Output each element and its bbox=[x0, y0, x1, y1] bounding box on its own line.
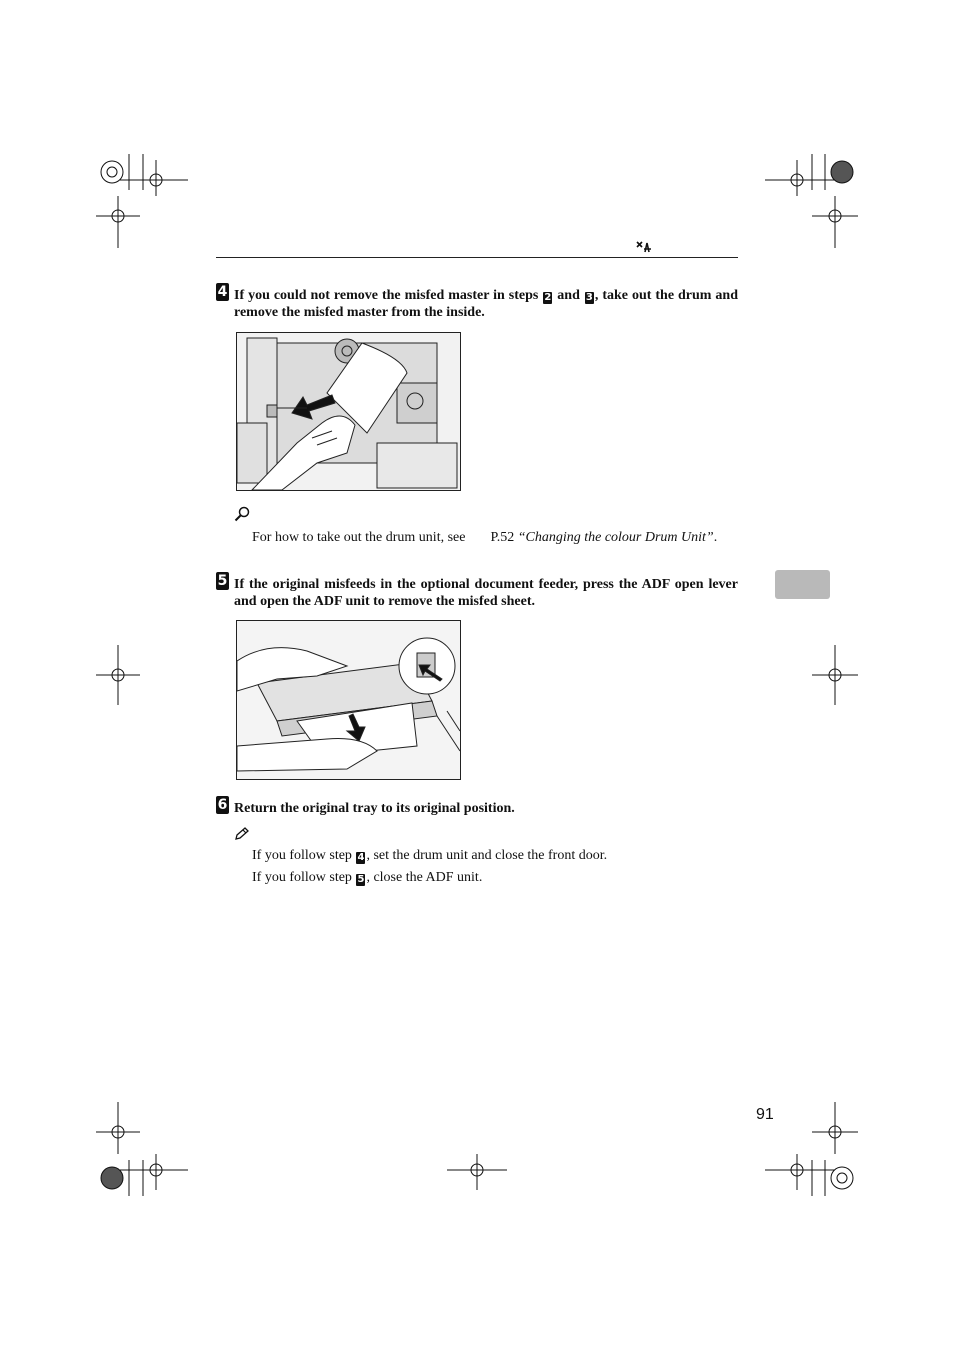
magnifier-icon bbox=[234, 506, 250, 527]
reference-note bbox=[252, 529, 738, 546]
note-text: If you follow step bbox=[252, 848, 356, 863]
step-4 bbox=[216, 283, 738, 321]
step-reference: 3 bbox=[585, 292, 593, 303]
note-text: , close the ADF unit. bbox=[366, 870, 483, 885]
page-number: 91 bbox=[756, 1106, 774, 1123]
step-text-part: , take out the drum and remove the misfed master from the inside. bbox=[234, 288, 739, 320]
step-instruction: If the original misfeeds in the optional document feeder, press the ADF open lever and open the ADF unit to remove the misfed sheet. bbox=[234, 577, 738, 609]
tools-icon bbox=[636, 240, 652, 257]
step-number: 6 bbox=[217, 797, 228, 813]
step-instruction bbox=[234, 283, 738, 321]
note-text: If you follow step bbox=[252, 870, 356, 885]
chapter-tab bbox=[775, 570, 830, 599]
step-reference: 4 bbox=[357, 852, 365, 863]
note-line-1 bbox=[252, 847, 738, 864]
reference-page-link[interactable]: P.52 bbox=[490, 530, 515, 545]
drum-removal-illustration bbox=[236, 332, 461, 491]
step-number: 5 bbox=[217, 573, 228, 589]
adf-illustration bbox=[236, 620, 461, 780]
step-6 bbox=[216, 796, 738, 817]
step-text-part: and bbox=[553, 288, 584, 303]
step-number: 4 bbox=[217, 284, 228, 300]
header-rule bbox=[216, 257, 738, 258]
reference-title[interactable]: “Changing the colour Drum Unit” bbox=[517, 530, 714, 545]
step-instruction: Return the original tray to its original position. bbox=[234, 801, 515, 816]
note-line-2 bbox=[252, 869, 738, 886]
pencil-icon bbox=[234, 827, 250, 846]
step-reference: 5 bbox=[357, 874, 365, 885]
note-text: , set the drum unit and close the front door. bbox=[366, 848, 608, 863]
reference-text: For how to take out the drum unit, see bbox=[252, 530, 466, 545]
step-reference: 2 bbox=[544, 292, 552, 303]
step-text-part: If you could not remove the misfed master in steps bbox=[234, 288, 543, 303]
reference-tail: . bbox=[713, 530, 718, 545]
step-5 bbox=[216, 572, 738, 610]
